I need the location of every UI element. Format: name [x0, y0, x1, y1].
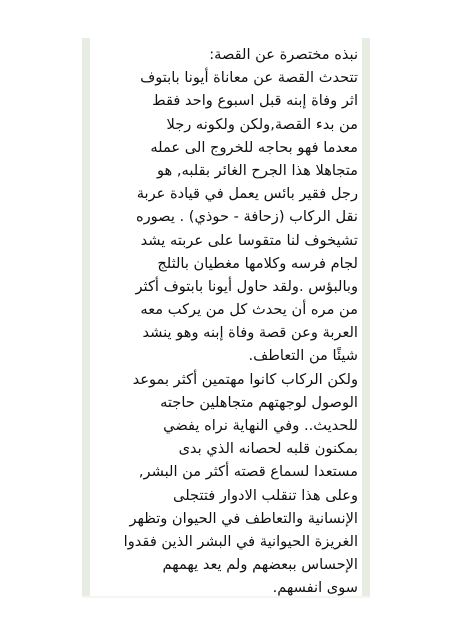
message-line: تشيخوف لنا متقوسا على عربته يشد	[140, 231, 358, 249]
message-line: من بدء القصة,ولكن ولكونه رجلا	[166, 115, 358, 133]
message-line: ولكن الركاب كانوا مهتمين أكثر بموعد	[132, 370, 358, 388]
bubble-bottom-edge	[82, 596, 370, 598]
message-line: تتحدث القصة عن معاناة أيونا بابتوف	[140, 69, 358, 87]
message-line: نبذه مختصرة عن القصة:	[209, 46, 358, 63]
message-line: بمكنون قلبه لحصانه الذي بدى	[178, 440, 358, 458]
message-line: اثر وفاة إبنه قبل اسبوع واحد فقط	[152, 92, 358, 110]
message-line: للحديث.. وفي النهاية نراه يفضي	[163, 417, 358, 434]
message-text	[90, 43, 358, 600]
message-line: نقل الركاب (زحافة - حوذي) . يصوره	[135, 208, 358, 226]
message-line: وبالبؤس .ولقد حاول أيونا بابتوف أكثر	[135, 277, 358, 295]
message-line: سوى انفسهم.	[272, 579, 358, 597]
message-line: الإحساس ببعضهم ولم يعد يهمهم	[162, 556, 358, 574]
message-bubble[interactable]	[90, 38, 362, 598]
message-line: الغريزة الحيوانية في البشر الذين فقدوا	[123, 532, 358, 550]
message-line: شيئًا من التعاطف.	[248, 347, 358, 365]
message-line: مستعدا لسماع قصته أكثر من البشر,	[138, 463, 358, 481]
message-line: العربة وعن قصة وفاة إبنه وهو ينشد	[142, 324, 358, 342]
message-line: معدما فهو بحاجه للخروج الى عمله	[150, 138, 358, 156]
message-line: رجل فقير بائس يعمل في قيادة عربة	[136, 185, 358, 203]
message-line: من مره أن يحدث كل من يركب معه	[140, 301, 358, 319]
message-line: الوصول لوجهتهم متجاهلين حاجته	[160, 393, 358, 411]
message-line: وعلى هذا تنقلب الادوار فتتجلى	[173, 486, 358, 504]
message-line: متجاهلا هذا الجرح الغائر بقلبه, هو	[157, 161, 358, 179]
message-line: لجام فرسه وكلامها مغطيان بالثلج	[157, 254, 358, 272]
message-line: الإنسانية والتعاطف في الحيوان وتظهر	[129, 509, 358, 527]
